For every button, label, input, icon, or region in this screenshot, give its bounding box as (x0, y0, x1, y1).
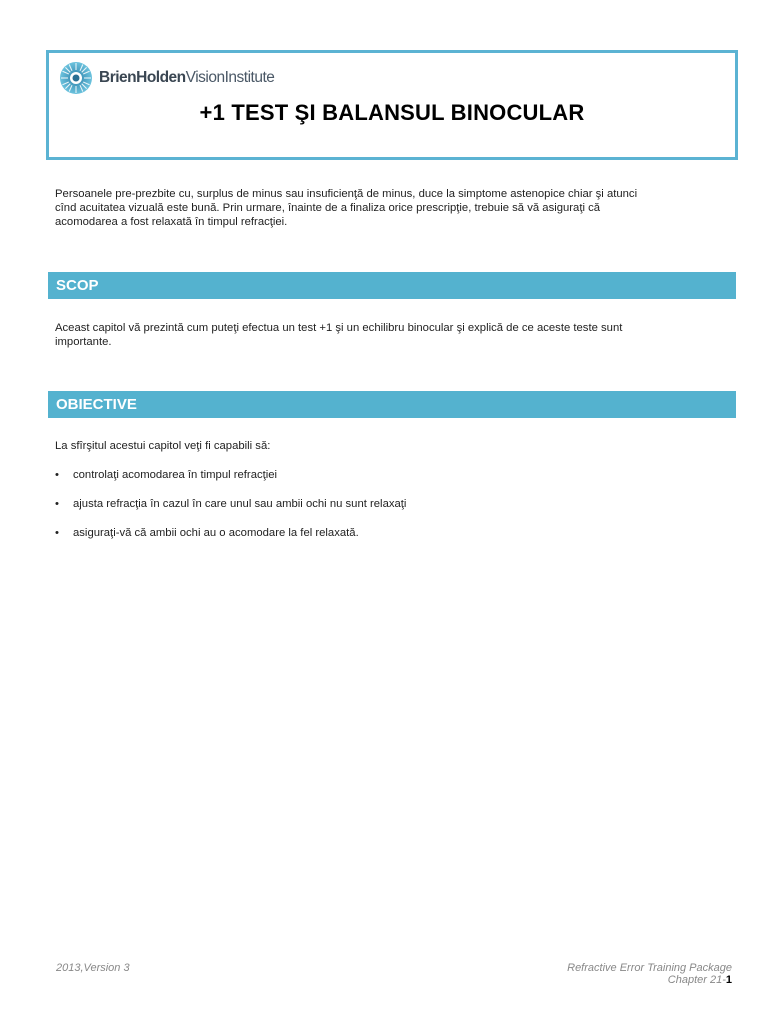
section-header-scop (48, 272, 736, 299)
list-item-text: asiguraţi-vă că ambii ochi au o acomodare la fel relaxată. (73, 527, 359, 539)
section-title-objective: OBIECTIVE (56, 396, 137, 413)
footer-chapter-label: Chapter 21- (667, 974, 726, 986)
logo-name-part2: VisionInstitute (185, 69, 275, 86)
page-number: 1 (725, 974, 732, 986)
document-title: +1 TEST ŞI BALANSUL BINOCULAR (199, 100, 585, 125)
scop-paragraph (55, 321, 725, 349)
list-item (55, 497, 725, 526)
scop-line: importante. (55, 336, 112, 348)
intro-line: cînd acuitatea vizuală este bună. Prin urmare, înainte de a finaliza orice prescripţie, trebuie să vă asiguraţi că (55, 202, 601, 214)
intro-line: acomodarea a fost relaxată în timpul refracţiei. (55, 216, 288, 228)
footer-version: 2013,Version 3 (56, 962, 130, 974)
logo-wordmark (99, 69, 274, 87)
scop-line: Aceast capitol vă prezintă cum puteţi efectua un test +1 şi un echilibru binocular şi explică de ce aceste teste sunt (55, 322, 623, 334)
logo-name-part1: BrienHolden (99, 69, 186, 86)
header-box (46, 50, 738, 160)
footer-package-name: Refractive Error Training Package (567, 962, 732, 974)
bullet-icon: • (55, 527, 59, 539)
list-item-text: controlaţi acomodarea în timpul refracţiei (73, 469, 278, 481)
footer-chapter-line (567, 974, 732, 986)
intro-line: Persoanele pre-prezbite cu, surplus de minus sau insuficienţă de minus, duce la simptome astenopice chiar şi atunci (55, 188, 638, 200)
list-item (55, 526, 725, 555)
objective-list (55, 468, 725, 555)
institute-logo (59, 61, 274, 95)
bullet-icon: • (55, 498, 59, 510)
objective-lead: La sfîrşitul acestui capitol veţi fi capabili să: (55, 440, 271, 452)
section-title-scop: SCOP (56, 277, 99, 294)
list-item-text: ajusta refracţia în cazul în care unul sau ambii ochi nu sunt relaxaţi (73, 498, 407, 510)
section-header-objective (48, 391, 736, 418)
bullet-icon: • (55, 469, 59, 481)
footer-chapter-info (567, 962, 732, 986)
list-item (55, 468, 725, 497)
brien-holden-eye-logo-icon (59, 61, 93, 95)
intro-paragraph (55, 187, 725, 229)
